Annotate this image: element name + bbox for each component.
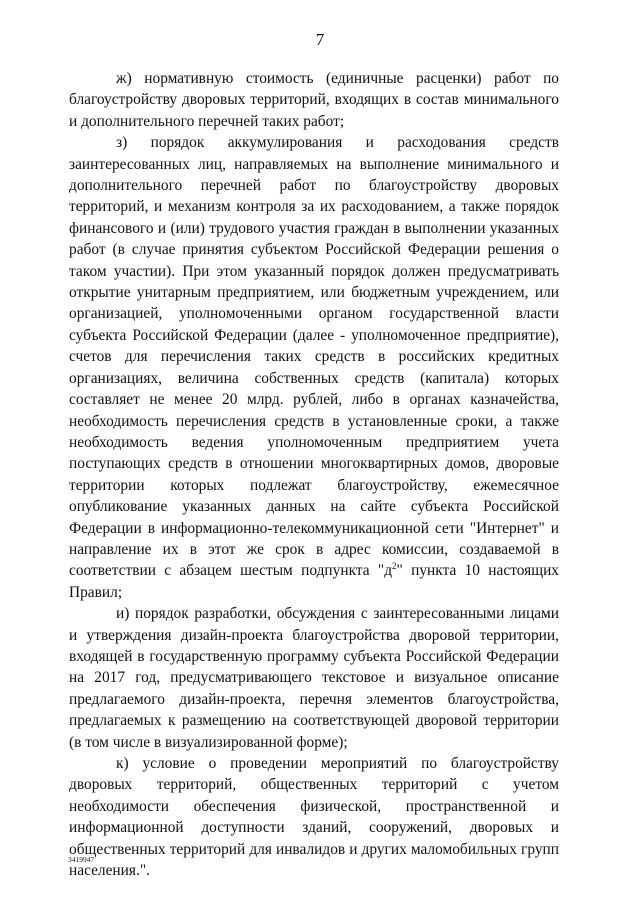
paragraph-z-text: з) порядок аккумулирования и расходования средств заинтересованных лиц, направляемых на выполнение минимального и дополнительного перечней работ по благоустройству дворовых территорий, и механизм контроля за их расходованием, а также порядок финансового и (или) трудового участия граждан в выполнении указанных работ (в случае принятия субъектом Российской Федерации решения о таком участии). При этом указанный порядок должен предусматривать открытие унитарным предприятием, или бюджетным учреждением, или организацией, уполномоченными органом государственной власти субъекта Российской Федерации (далее - уполномоченное предприятие), счетов для перечисления таких средств в российских кредитных организациях, величина собственных средств (капитала) которых составляет не менее 20 млрд. рублей, либо в органах казначейства, необходимость перечисления средств в установленные сроки, а также необходимость ведения уполномоченным предприятием учета поступающих средств в отношении многоквартирных домов, дворовые территории которых подлежат благоустройству, ежемесячное опубликование указанных данных на сайте субъекта Российской Федерации в информационно-телекоммуникационной сети "Интернет" и направление их в этот же срок в адрес комиссии, создаваемой в соответствии с абзацем шестым подпункта "д bbox=[69, 134, 559, 580]
document-code: 3419947 bbox=[68, 855, 95, 864]
page-number: 7 bbox=[315, 30, 325, 49]
superscript-2: 2 bbox=[392, 561, 397, 572]
paragraph-k: к) условие о проведении мероприятий по благоустройству дворовых территорий, общественных территорий с учетом необходимости обеспечения физической, пространственной и информационной доступности зданий, сооружений, дворовых и общественных территорий для инвалидов и других маломобильных групп населения.". bbox=[69, 755, 559, 880]
paragraph-z-end: " пункта 10 настоящих Правил; bbox=[69, 562, 559, 601]
paragraph-zh: ж) нормативную стоимость (единичные расценки) работ по благоустройству дворовых территорий, входящих в состав минимального и дополнительного перечней таких работ; bbox=[69, 70, 559, 130]
paragraph-i: и) порядок разработки, обсуждения с заинтересованными лицами и утверждения дизайн-проекта благоустройства дворовой территории, входящей в государственную программу субъекта Российской Федерации на 2017 год, предусматривающего текстовое и визуальное описание предлагаемого дизайн-проекта, перечня элементов благоустройства, предлагаемых к размещению на соответствующей дворовой территории (в том числе в визуализированной форме); bbox=[69, 605, 559, 751]
document-body bbox=[69, 68, 559, 881]
paragraph-z bbox=[69, 132, 559, 603]
